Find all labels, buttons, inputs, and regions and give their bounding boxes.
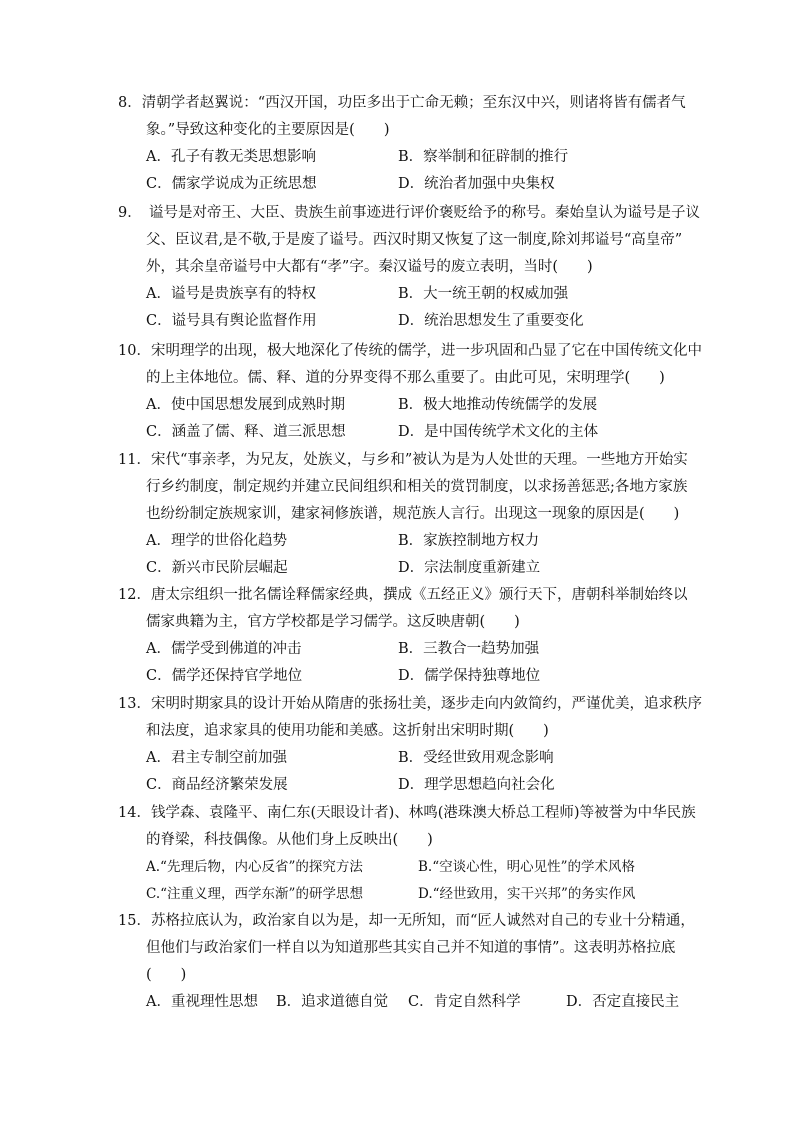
option-d[interactable]: D.“经世致用，实干兴邦”的务实作风 bbox=[418, 886, 636, 902]
option-c[interactable]: C．新兴市民阶层崛起 bbox=[146, 560, 288, 576]
question-15 bbox=[118, 908, 695, 1016]
question-stem-line: 也纷纷制定族规家训，建家祠修族谱，规范族人言行。出现这一现象的原因是( ) bbox=[146, 506, 680, 522]
question-stem-line: 的脊梁，科技偶像。从他们身上反映出( ) bbox=[146, 832, 433, 848]
question-stem-line: 15．苏格拉底认为，政治家自以为是，却一无所知，而“匠人诚然对自己的专业十分精通， bbox=[118, 913, 695, 929]
option-d[interactable]: D．儒学保持独尊地位 bbox=[398, 668, 541, 684]
question-stem-line: 12．唐太宗组织一批名儒诠释儒家经典，撰成《五经正义》颁行天下，唐朝科举制始终以 bbox=[118, 587, 688, 603]
option-c[interactable]: C．涵盖了儒、释、道三派思想 bbox=[146, 424, 346, 440]
question-13 bbox=[118, 691, 702, 799]
question-8 bbox=[118, 90, 686, 198]
option-b[interactable]: B．极大地推动传统儒学的发展 bbox=[398, 397, 598, 413]
question-stem-line: 儒家典籍为主，官方学校都是学习儒学。这反映唐朝( ) bbox=[146, 614, 520, 630]
option-d[interactable]: D．理学思想趋向社会化 bbox=[398, 777, 555, 793]
option-a[interactable]: A．理学的世俗化趋势 bbox=[146, 533, 287, 549]
question-stem-line: 象。”导致这种变化的主要原因是( ) bbox=[146, 122, 390, 138]
question-12 bbox=[118, 582, 688, 690]
option-d[interactable]: D．统治思想发生了重要变化 bbox=[398, 313, 584, 329]
option-c[interactable]: C.“注重义理，西学东渐”的研学思想 bbox=[146, 886, 363, 902]
option-a[interactable]: A.“先理后物，内心反省”的探究方法 bbox=[146, 859, 363, 875]
option-a[interactable]: A．谥号是贵族享有的特权 bbox=[146, 286, 316, 302]
question-stem-line: 13．宋明时期家具的设计开始从隋唐的张扬壮美，逐步走向内敛简约，严谨优美，追求秩序 bbox=[118, 696, 702, 712]
option-c[interactable]: C．儒学还保持官学地位 bbox=[146, 668, 303, 684]
question-14 bbox=[118, 800, 696, 908]
option-b[interactable]: B．大一统王朝的权威加强 bbox=[398, 286, 569, 302]
option-b[interactable]: B．追求道德自觉 bbox=[276, 994, 389, 1010]
question-stem-line: 11．宋代“事亲孝，为兄友，处族义，与乡和”被认为是为人处世的天理。一些地方开始实 bbox=[118, 452, 688, 468]
option-b[interactable]: B．受经世致用观念影响 bbox=[398, 750, 554, 766]
option-a[interactable]: A．儒学受到佛道的冲击 bbox=[146, 641, 302, 657]
option-a[interactable]: A．君主专制空前加强 bbox=[146, 750, 287, 766]
option-d[interactable]: D．宗法制度重新建立 bbox=[398, 560, 541, 576]
option-c[interactable]: C．谥号具有舆论监督作用 bbox=[146, 313, 317, 329]
option-d[interactable]: D．统治者加强中央集权 bbox=[398, 176, 555, 192]
option-a[interactable]: A．重视理性思想 bbox=[146, 994, 258, 1010]
question-stem-line: 8．清朝学者赵翼说：“西汉开国，功臣多出于亡命无赖；至东汉中兴，则诸将皆有儒者气 bbox=[118, 95, 686, 111]
option-a[interactable]: A．使中国思想发展到成熟时期 bbox=[146, 397, 345, 413]
question-stem-line: 外，其余皇帝谥号中大都有“孝”字。秦汉谥号的废立表明，当时( ) bbox=[146, 259, 593, 275]
question-11 bbox=[118, 447, 688, 582]
option-d[interactable]: D．是中国传统学术文化的主体 bbox=[398, 424, 599, 440]
question-stem-line: 父、臣议君,是不敬,于是废了谥号。西汉时期又恢复了这一制度,除刘邦谥号“高皇帝” bbox=[146, 232, 683, 248]
question-9 bbox=[118, 200, 700, 335]
option-c[interactable]: C．商品经济繁荣发展 bbox=[146, 777, 288, 793]
option-d[interactable]: D．否定直接民主 bbox=[566, 994, 680, 1010]
option-c[interactable]: C．儒家学说成为正统思想 bbox=[146, 176, 317, 192]
question-stem-line: 但他们与政治家们一样自以为知道那些其实自己并不知道的事情”。这表明苏格拉底 bbox=[146, 940, 676, 956]
question-stem-line: 14．钱学森、袁隆平、南仁东(天眼设计者)、林鸣(港珠澳大桥总工程师)等被誉为中华民族 bbox=[118, 805, 696, 821]
question-stem-line: 和法度，追求家具的使用功能和美感。这折射出宋明时期( ) bbox=[146, 723, 549, 739]
option-b[interactable]: B.“空谈心性，明心见性”的学术风格 bbox=[418, 859, 636, 875]
option-c[interactable]: C．肯定自然科学 bbox=[408, 994, 521, 1010]
option-b[interactable]: B．察举制和征辟制的推行 bbox=[398, 149, 569, 165]
question-stem-line: 行乡约制度，制定规约并建立民间组织和相关的赏罚制度，以求扬善惩恶;各地方家族 bbox=[146, 479, 688, 495]
option-a[interactable]: A．孔子有教无类思想影响 bbox=[146, 149, 316, 165]
option-b[interactable]: B．三教合一趋势加强 bbox=[398, 641, 540, 657]
question-stem-line: 9． 谥号是对帝王、大臣、贵族生前事迹进行评价褒贬给予的称号。秦始皇认为谥号是子议 bbox=[118, 205, 700, 221]
option-b[interactable]: B．家族控制地方权力 bbox=[398, 533, 540, 549]
question-10 bbox=[118, 338, 702, 446]
question-stem-line: 的上主体地位。儒、释、道的分界变得不那么重要了。由此可见，宋明理学( ) bbox=[146, 370, 665, 386]
question-stem-line: 10．宋明理学的出现，极大地深化了传统的儒学，进一步巩固和凸显了它在中国传统文化中 bbox=[118, 343, 702, 359]
question-stem-line: ( ) bbox=[146, 967, 187, 983]
